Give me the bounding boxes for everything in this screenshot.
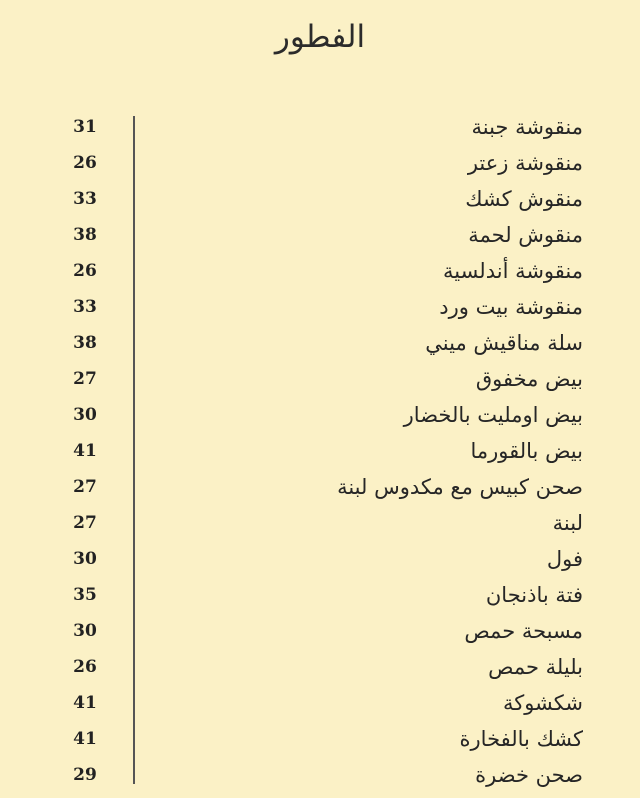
menu-item <box>0 649 640 685</box>
menu-item-price: 33 <box>73 297 97 317</box>
menu-item-price: 38 <box>73 333 97 353</box>
menu-item <box>0 433 640 469</box>
menu-item <box>0 721 640 757</box>
menu-item-price: 30 <box>73 549 97 569</box>
menu-item-price: 27 <box>73 513 97 533</box>
menu-item <box>0 757 640 793</box>
menu-item-price: 35 <box>73 585 97 605</box>
menu-item <box>0 289 640 325</box>
menu-item-name: منقوشة زعتر <box>467 151 583 175</box>
menu-item-name: صحن كبيس مع مكدوس لبنة <box>337 475 583 499</box>
menu-item-name: منقوشة جبنة <box>471 115 583 139</box>
menu-item <box>0 505 640 541</box>
menu-item <box>0 541 640 577</box>
menu-item <box>0 253 640 289</box>
menu-item <box>0 109 640 145</box>
menu-item-name: بيض بالقورما <box>470 439 583 463</box>
menu-item-price: 41 <box>73 693 97 713</box>
menu-item-price: 41 <box>73 441 97 461</box>
menu-item-name: كشك بالفخارة <box>459 727 583 751</box>
menu-item-price: 31 <box>73 117 97 137</box>
menu-item <box>0 397 640 433</box>
menu-item-price: 41 <box>73 729 97 749</box>
menu-title: الفطور <box>274 19 366 55</box>
menu-item-price: 26 <box>73 261 97 281</box>
menu-item-name: صحن خضرة <box>475 763 583 787</box>
menu-item-price: 27 <box>73 369 97 389</box>
menu-item-price: 29 <box>73 765 97 785</box>
menu-item-name: بيض اومليت بالخضار <box>403 403 583 427</box>
menu-item <box>0 361 640 397</box>
menu-item <box>0 685 640 721</box>
menu-item-name: بيض مخفوق <box>475 367 583 391</box>
menu-item-price: 26 <box>73 657 97 677</box>
menu-item-name: لبنة <box>552 511 583 535</box>
menu-item-price: 26 <box>73 153 97 173</box>
menu-item-name: بليلة حمص <box>488 655 583 679</box>
menu-item <box>0 325 640 361</box>
menu-item-name: منقوشة بيت ورد <box>439 295 583 319</box>
menu-item-price: 30 <box>73 405 97 425</box>
menu-item <box>0 613 640 649</box>
menu-item-name: منقوش كشك <box>465 187 583 211</box>
menu-item <box>0 469 640 505</box>
menu-item-name: مسبحة حمص <box>464 619 583 643</box>
menu-list <box>0 109 640 793</box>
menu-item <box>0 217 640 253</box>
menu-item-name: منقوش لحمة <box>468 223 583 247</box>
menu-item-name: سلة مناقيش ميني <box>425 331 583 355</box>
menu-item-name: فول <box>546 547 583 571</box>
menu-item-name: فتة باذنجان <box>485 583 583 607</box>
menu-item <box>0 145 640 181</box>
menu-item-price: 30 <box>73 621 97 641</box>
menu-item-name: منقوشة أندلسية <box>442 259 583 283</box>
menu-item <box>0 577 640 613</box>
menu-item-price: 38 <box>73 225 97 245</box>
menu-item <box>0 181 640 217</box>
menu-item-price: 33 <box>73 189 97 209</box>
menu-item-price: 27 <box>73 477 97 497</box>
menu-item-name: شكشوكة <box>502 691 583 715</box>
